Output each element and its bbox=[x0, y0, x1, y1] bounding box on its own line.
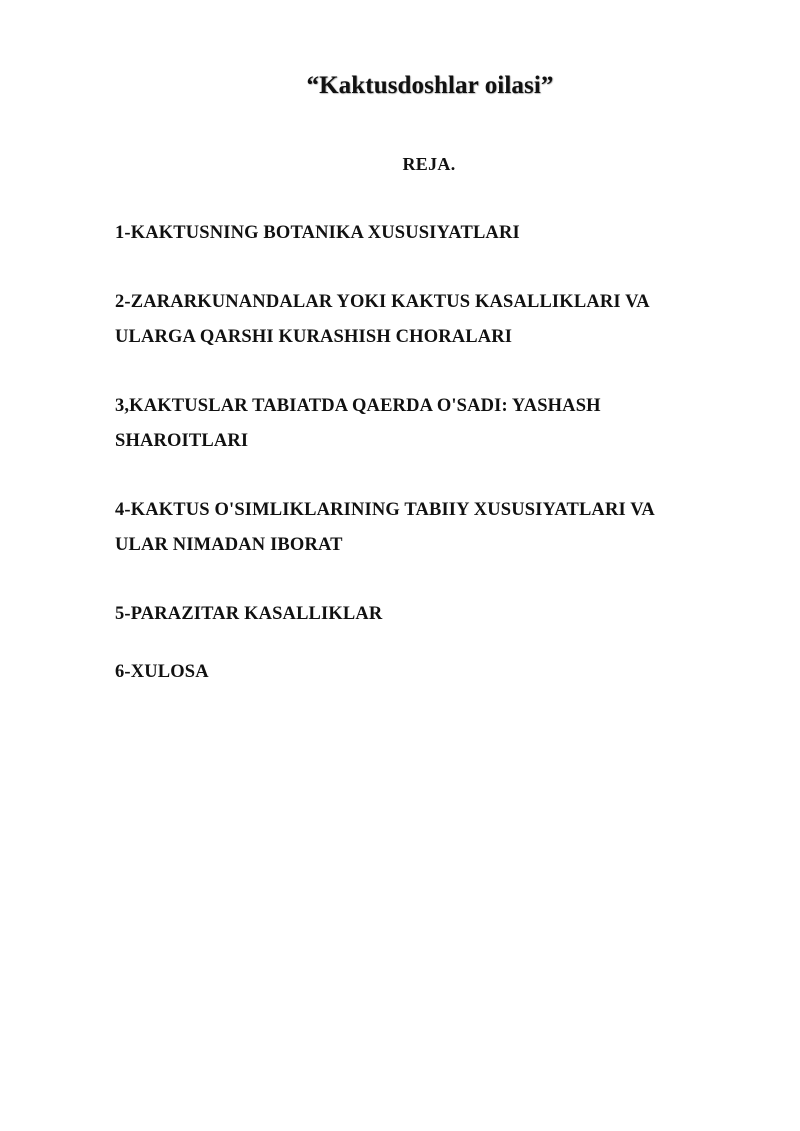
plan-item-2-line-2: ULARGA QARSHI KURASHISH CHORALARI bbox=[115, 327, 513, 347]
plan-item-5 bbox=[115, 597, 715, 632]
plan-item-4-line-2: ULAR NIMADAN IBORAT bbox=[115, 535, 343, 555]
document-title: “Kaktusdoshlar oilasi” bbox=[306, 72, 554, 99]
plan-item-3-line-2: SHAROITLARI bbox=[115, 431, 249, 451]
plan-item-6 bbox=[115, 655, 715, 690]
plan-item-2 bbox=[115, 285, 715, 355]
plan-item-4-line-1: 4-KAKTUS O'SIMLIKLARINING TABIIY XUSUSIYATLARI VA bbox=[115, 500, 655, 520]
plan-item-1 bbox=[115, 216, 715, 251]
plan-item-5-line-1: 5-PARAZITAR KASALLIKLAR bbox=[115, 604, 383, 624]
plan-heading: REJA. bbox=[402, 154, 456, 174]
plan-item-3 bbox=[115, 389, 715, 459]
plan-item-6-line-1: 6-XULOSA bbox=[115, 662, 209, 682]
plan-item-1-line-1: 1-KAKTUSNING BOTANIKA XUSUSIYATLARI bbox=[115, 223, 520, 243]
plan-item-4 bbox=[115, 493, 715, 563]
plan-item-2-line-1: 2-ZARARKUNANDALAR YOKI KAKTUS KASALLIKLARI VA bbox=[115, 292, 650, 312]
plan-item-3-line-1: 3,KAKTUSLAR TABIATDA QAERDA O'SADI: YASHASH bbox=[115, 396, 601, 416]
